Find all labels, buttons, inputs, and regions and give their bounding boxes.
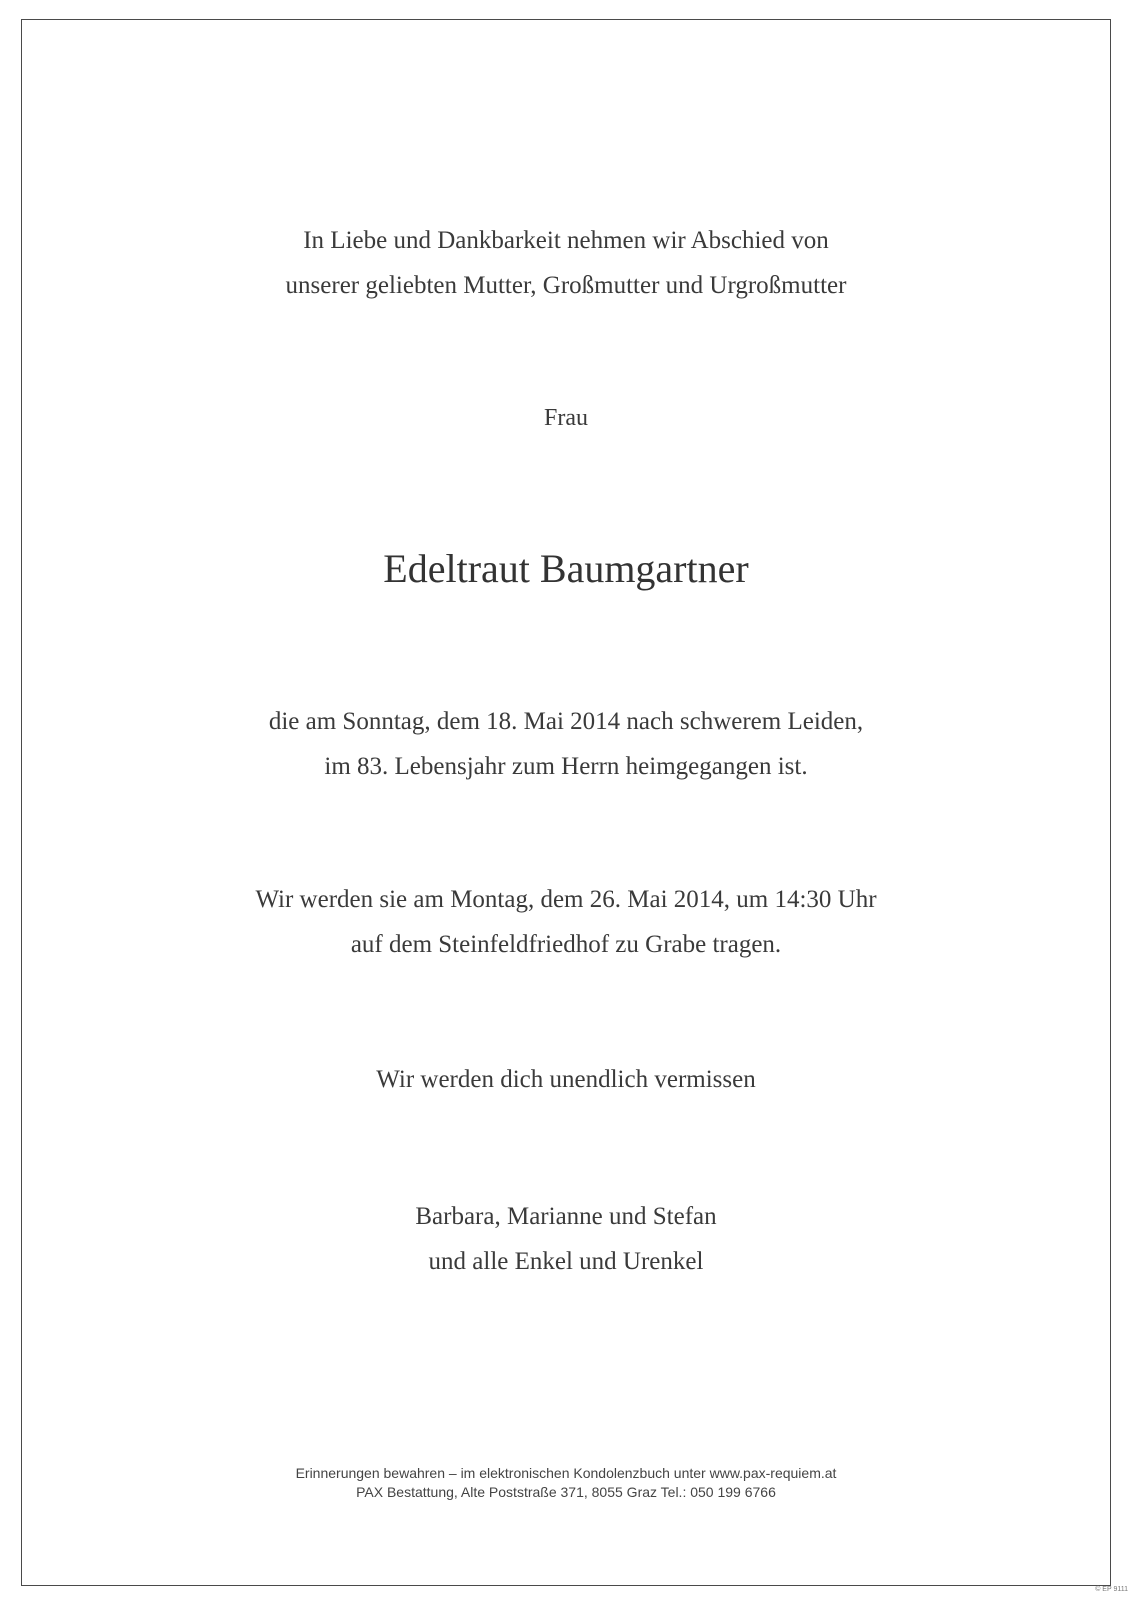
funeral-details bbox=[21, 877, 1111, 967]
funeral-line-2: auf dem Steinfeldfriedhof zu Grabe tragen. bbox=[350, 931, 782, 958]
intro-text bbox=[21, 218, 1111, 308]
deceased-name: Edeltraut Baumgartner bbox=[383, 546, 749, 591]
funeral-line-1: Wir werden sie am Montag, dem 26. Mai 2014, um 14:30 Uhr bbox=[255, 886, 877, 913]
salutation: Frau bbox=[544, 405, 588, 431]
death-line-2: im 83. Lebensjahr zum Herrn heimgegangen ist. bbox=[324, 753, 808, 780]
signers bbox=[21, 1194, 1111, 1284]
corner-print-mark: © EP 9111 bbox=[1095, 1586, 1128, 1593]
footer-line-1: Erinnerungen bewahren – im elektronischen Kondolenzbuch unter www.pax-requiem.at bbox=[295, 1465, 837, 1481]
intro-line-1: In Liebe und Dankbarkeit nehmen wir Abschied von bbox=[303, 227, 829, 254]
footer-line-2: PAX Bestattung, Alte Poststraße 371, 8055 Graz Tel.: 050 199 6766 bbox=[356, 1484, 776, 1500]
signer-line-1: Barbara, Marianne und Stefan bbox=[415, 1203, 717, 1230]
signer-line-2: und alle Enkel und Urenkel bbox=[428, 1248, 704, 1275]
intro-line-2: unserer geliebten Mutter, Großmutter und Urgroßmutter bbox=[285, 272, 847, 299]
footer-info bbox=[21, 1464, 1111, 1502]
farewell-message: Wir werden dich unendlich vermissen bbox=[376, 1066, 756, 1093]
death-announcement bbox=[21, 699, 1111, 789]
death-line-1: die am Sonntag, dem 18. Mai 2014 nach schwerem Leiden, bbox=[268, 708, 864, 735]
